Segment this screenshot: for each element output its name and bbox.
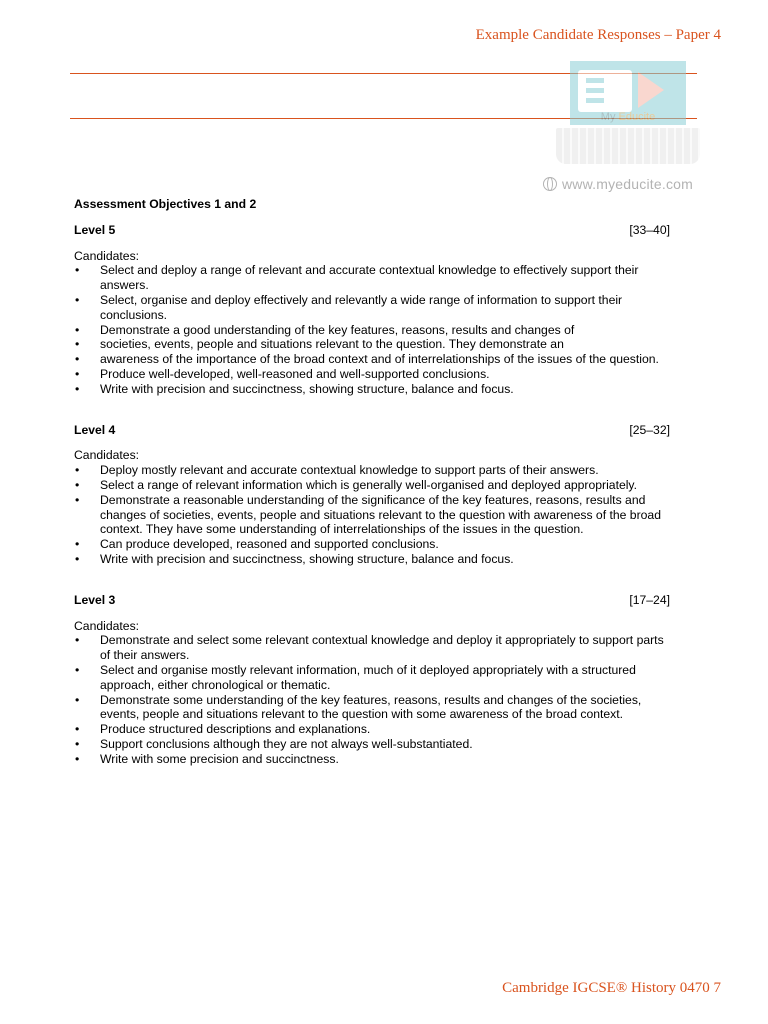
level-heading [74, 593, 670, 608]
list-item: • Demonstrate a reasonable understanding of the significance of the key features, reasons, results and changes of societies, events, people and situations relevant to the question with awareness of the broad context. They have some understanding of interrelationships of the issues in the question. [74, 493, 670, 537]
watermark-logo [548, 58, 708, 170]
list-item: • Support conclusions although they are not always well-substantiated. [74, 737, 670, 752]
list-item: • Write with some precision and succinctness. [74, 752, 670, 767]
candidates-label: Candidates: [74, 448, 140, 463]
criteria-list [74, 463, 670, 567]
watermark-url: www.myeducite.com [543, 176, 693, 192]
list-item: • Demonstrate and select some relevant contextual knowledge and deploy it appropriately to support parts of their answers. [74, 633, 670, 663]
level-heading [74, 423, 670, 438]
list-item: • Can produce developed, reasoned and supported conclusions. [74, 537, 670, 552]
list-item: • Select, organise and deploy effectively and relevantly a wide range of information to support their conclusions. [74, 293, 670, 323]
watermark-brand: My Educite [600, 111, 656, 123]
list-item: • Select a range of relevant information which is generally well-organised and deployed appropriately. [74, 478, 670, 493]
page-footer: Cambridge IGCSE® History 0470 7 [502, 980, 721, 996]
level-name: Level 4 [74, 422, 116, 437]
level-block [74, 223, 670, 397]
section-spacer [74, 397, 670, 423]
level-marks: [17–24] [629, 592, 670, 607]
level-name: Level 5 [74, 222, 116, 237]
list-item: • Produce structured descriptions and explanations. [74, 722, 670, 737]
list-item: • Select and organise mostly relevant information, much of it deployed appropriately with a structured approach, either chronological or thematic. [74, 663, 670, 693]
level-heading [74, 223, 670, 238]
criteria-list [74, 633, 670, 766]
section-spacer [74, 567, 670, 593]
list-item: • Demonstrate some understanding of the key features, reasons, results and changes of the societies, events, people and situations relevant to the question with some awareness of the broad context. [74, 693, 670, 723]
play-icon [638, 72, 664, 108]
criteria-list [74, 263, 670, 396]
laptop-keyboard-icon [556, 128, 700, 164]
page-header-title: Example Candidate Responses – Paper 4 [475, 27, 721, 43]
list-item: • Write with precision and succinctness, showing structure, balance and focus. [74, 552, 670, 567]
list-item: • Deploy mostly relevant and accurate contextual knowledge to support parts of their answers. [74, 463, 670, 478]
list-item: • Demonstrate a good understanding of the key features, reasons, results and changes of [74, 323, 670, 338]
level-marks: [33–40] [629, 222, 670, 237]
section-title: Assessment Objectives 1 and 2 [74, 197, 257, 211]
candidates-label: Candidates: [74, 248, 140, 263]
level-name: Level 3 [74, 592, 116, 607]
level-block [74, 423, 670, 567]
list-item: • Select and deploy a range of relevant and accurate contextual knowledge to effectively support their answers. [74, 263, 670, 293]
list-item: • societies, events, people and situations relevant to the question. They demonstrate an [74, 337, 670, 352]
assessment-content [74, 197, 670, 767]
list-item: • Produce well-developed, well-reasoned and well-supported conclusions. [74, 367, 670, 382]
candidates-label: Candidates: [74, 618, 140, 633]
globe-icon [543, 177, 557, 191]
book-icon [578, 70, 632, 112]
list-item: • awareness of the importance of the broad context and of interrelationships of the issues of the question. [74, 352, 670, 367]
list-item: • Write with precision and succinctness, showing structure, balance and focus. [74, 382, 670, 397]
level-block [74, 593, 670, 767]
level-marks: [25–32] [629, 422, 670, 437]
